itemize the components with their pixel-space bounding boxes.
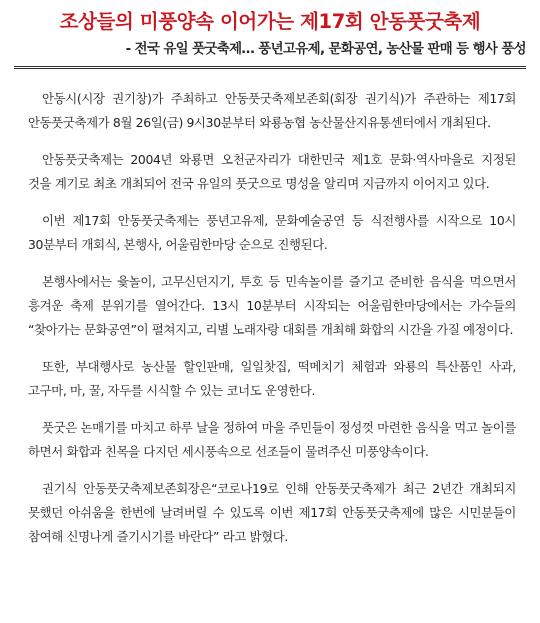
paragraph-5: 또한, 부대행사로 농산물 할인판매, 일일찻집, 떡메치기 체험과 와룡의 특산품인 사과, 고구마, 마, 꿀, 자두를 시식할 수 있는 코너도 운영한다. bbox=[28, 359, 516, 398]
headline: 조상들의 미풍양속 이어가는 제17회 안동풋굿축제 bbox=[59, 10, 481, 33]
article-body bbox=[28, 87, 516, 549]
paragraph-4: 본행사에서는 윷놀이, 고무신던지기, 투호 등 민속놀이를 즐기고 준비한 음식을 먹으면서 흥겨운 축제 분위기를 열어간다. 13시 10분부터 시작되는 어울림한마당에서는 가수들의 “찾아가는 문화공연”이 펼쳐지고, 리별 노래자랑 대회를 개최해 화합의 시간을 가질 예정이다. bbox=[28, 274, 516, 337]
paragraph-6: 풋굿은 논매기를 마치고 하루 날을 정하여 마을 주민들이 정성껏 마련한 음식을 먹고 놀이를 하면서 화합과 친목을 다지던 세시풍속으로 선조들이 물려주신 미풍양속이다. bbox=[28, 420, 516, 459]
paragraph-2: 안동풋굿축제는 2004년 와룡면 오천군자리가 대한민국 제1호 문화·역사마을로 지정된 것을 계기로 최초 개최되어 전국 유일의 풋굿으로 명성을 알리며 지금까지 이어지고 있다. bbox=[28, 152, 516, 191]
paragraph-1: 안동시(시장 권기창)가 주최하고 안동풋굿축제보존회(회장 권기식)가 주관하는 제17회 안동풋굿축제가 8월 26일(금) 9시30분부터 와룡농협 농산물산지유통센터에서 개최된다. bbox=[28, 91, 516, 130]
paragraph-7: 권기식 안동풋굿축제보존회장은“코로나19로 인해 안동풋굿축제가 최근 2년간 개최되지 못했던 아쉬움을 한번에 날려버릴 수 있도록 이번 제17회 안동풋굿축제에 많은 시민분들이 참여해 신명나게 즐기시기를 바란다” 라고 밝혔다. bbox=[28, 481, 516, 544]
article-header bbox=[14, 8, 526, 69]
paragraph-3: 이번 제17회 안동풋굿축제는 풍년고유제, 문화예술공연 등 식전행사를 시작으로 10시 30분부터 개회식, 본행사, 어울림한마당 순으로 진행된다. bbox=[28, 213, 516, 252]
subheadline: - 전국 유일 풋굿축제… 풍년고유제, 문화공연, 농산물 판매 등 행사 풍성 bbox=[125, 42, 526, 57]
